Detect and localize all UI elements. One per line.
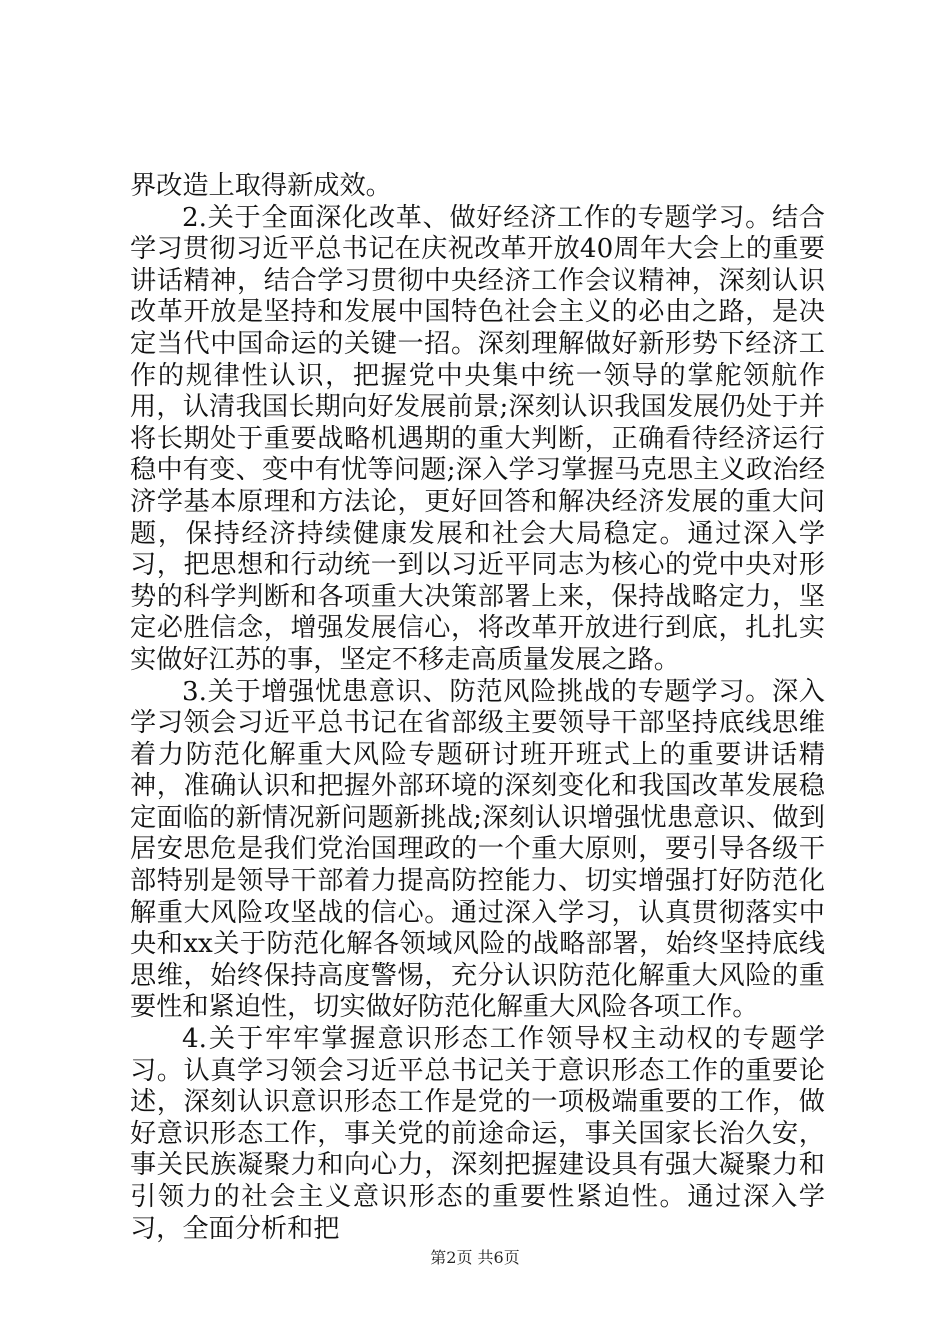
paragraph-item-3: 3.关于增强忧患意识、防范风险挑战的专题学习。深入学习领会习近平总书记在省部级主要领导干部坚持底线思维着力防范化解重大风险专题研讨班开班式上的重要讲话精神，准确认识和把握外部环境的深刻变化和我国改革发展稳定面临的新情况新问题新挑战;深刻认识增强忧患意识、做到居安思危是我们党治国理政的一个重大原则，要引导各级干部特别是领导干部着力提高防控能力、切实增强打好防范化解重大风险攻坚战的信心。通过深入学习，认真贯彻落实中央和xx关于防范化解各领域风险的战略部署，始终坚持底线思维，始终保持高度警惕，充分认识防范化解重大风险的重要性和紧迫性，切实做好防范化解重大风险各项工作。 — [130, 676, 825, 1023]
document-body — [130, 171, 825, 1245]
paragraph-item-2: 2.关于全面深化改革、做好经济工作的专题学习。结合学习贯彻习近平总书记在庆祝改革开放40周年大会上的重要讲话精神，结合学习贯彻中央经济工作会议精神，深刻认识改革开放是坚持和发展中国特色社会主义的必由之路，是决定当代中国命运的关键一招。深刻理解做好新形势下经济工作的规律性认识，把握党中央集中统一领导的掌舵领航作用，认清我国长期向好发展前景;深刻认识我国发展仍处于并将长期处于重要战略机遇期的重大判断，正确看待经济运行稳中有变、变中有忧等问题;深入学习掌握马克思主义政治经济学基本原理和方法论，更好回答和解决经济发展的重大问题，保持经济持续健康发展和社会大局稳定。通过深入学习，把思想和行动统一到以习近平同志为核心的党中央对形势的科学判断和各项重大决策部署上来，保持战略定力，坚定必胜信念，增强发展信心，将改革开放进行到底，扎扎实实做好江苏的事，坚定不移走高质量发展之路。 — [130, 202, 825, 675]
paragraph-item-4: 4.关于牢牢掌握意识形态工作领导权主动权的专题学习。认真学习领会习近平总书记关于意识形态工作的重要论述，深刻认识意识形态工作是党的一项极端重要的工作，做好意识形态工作，事关党的前途命运，事关国家长治久安，事关民族凝聚力和向心力，深刻把握建设具有强大凝聚力和引领力的社会主义意识形态的重要性紧迫性。通过深入学习，全面分析和把 — [130, 1024, 825, 1244]
page-footer: 第2页 共6页 — [430, 1248, 520, 1267]
paragraph-continuation: 界改造上取得新成效。 — [130, 171, 392, 201]
